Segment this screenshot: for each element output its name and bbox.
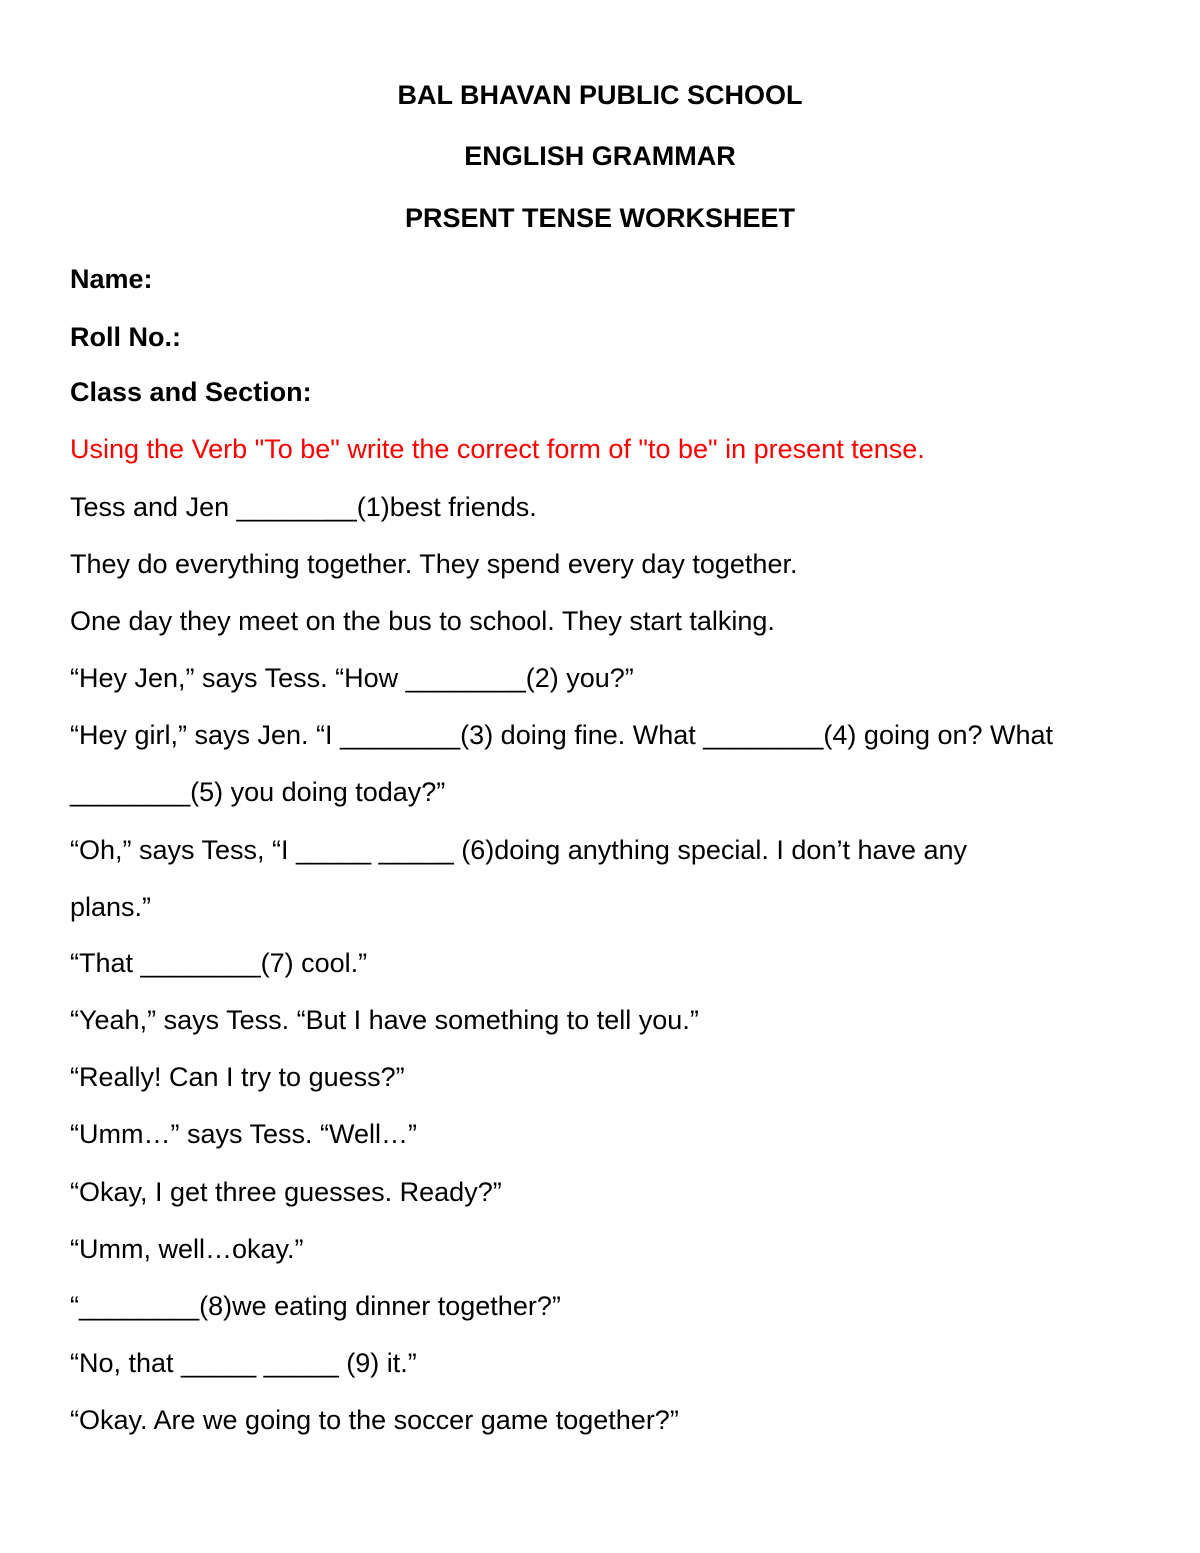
story-line: ________(5) you doing today?” [70, 777, 446, 807]
story-line: “Umm, well…okay.” [70, 1234, 304, 1264]
story-line: “Okay. Are we going to the soccer game together?” [70, 1405, 679, 1435]
story-line: “Umm…” says Tess. “Well…” [70, 1119, 418, 1149]
story-line: “Oh,” says Tess, “I _____ _____ (6)doing anything special. I don’t have any [70, 835, 968, 865]
story-line: One day they meet on the bus to school. They start talking. [70, 606, 775, 636]
class-section-field-label: Class and Section: [70, 377, 312, 407]
story-line: “No, that _____ _____ (9) it.” [70, 1348, 417, 1378]
story-line: They do everything together. They spend every day together. [70, 549, 798, 579]
instruction-text: Using the Verb "To be" write the correct form of "to be" in present tense. [70, 434, 925, 464]
story-line: “________(8)we eating dinner together?” [70, 1291, 561, 1321]
story-line: plans.” [70, 892, 152, 922]
school-name: BAL BHAVAN PUBLIC SCHOOL [397, 80, 803, 110]
story-line: Tess and Jen ________(1)best friends. [70, 492, 537, 522]
story-line: “Hey Jen,” says Tess. “How ________(2) you?” [70, 663, 634, 693]
worksheet-title: PRSENT TENSE WORKSHEET [404, 203, 796, 233]
roll-no-field-label: Roll No.: [70, 322, 181, 352]
subject-title: ENGLISH GRAMMAR [464, 141, 736, 171]
name-field-label: Name: [70, 264, 153, 294]
story-line: “Hey girl,” says Jen. “I ________(3) doing fine. What ________(4) going on? What [70, 720, 1054, 750]
story-line: “Okay, I get three guesses. Ready?” [70, 1177, 502, 1207]
story-line: “Yeah,” says Tess. “But I have something to tell you.” [70, 1005, 699, 1035]
story-line: “That ________(7) cool.” [70, 948, 368, 978]
story-line: “Really! Can I try to guess?” [70, 1062, 405, 1092]
